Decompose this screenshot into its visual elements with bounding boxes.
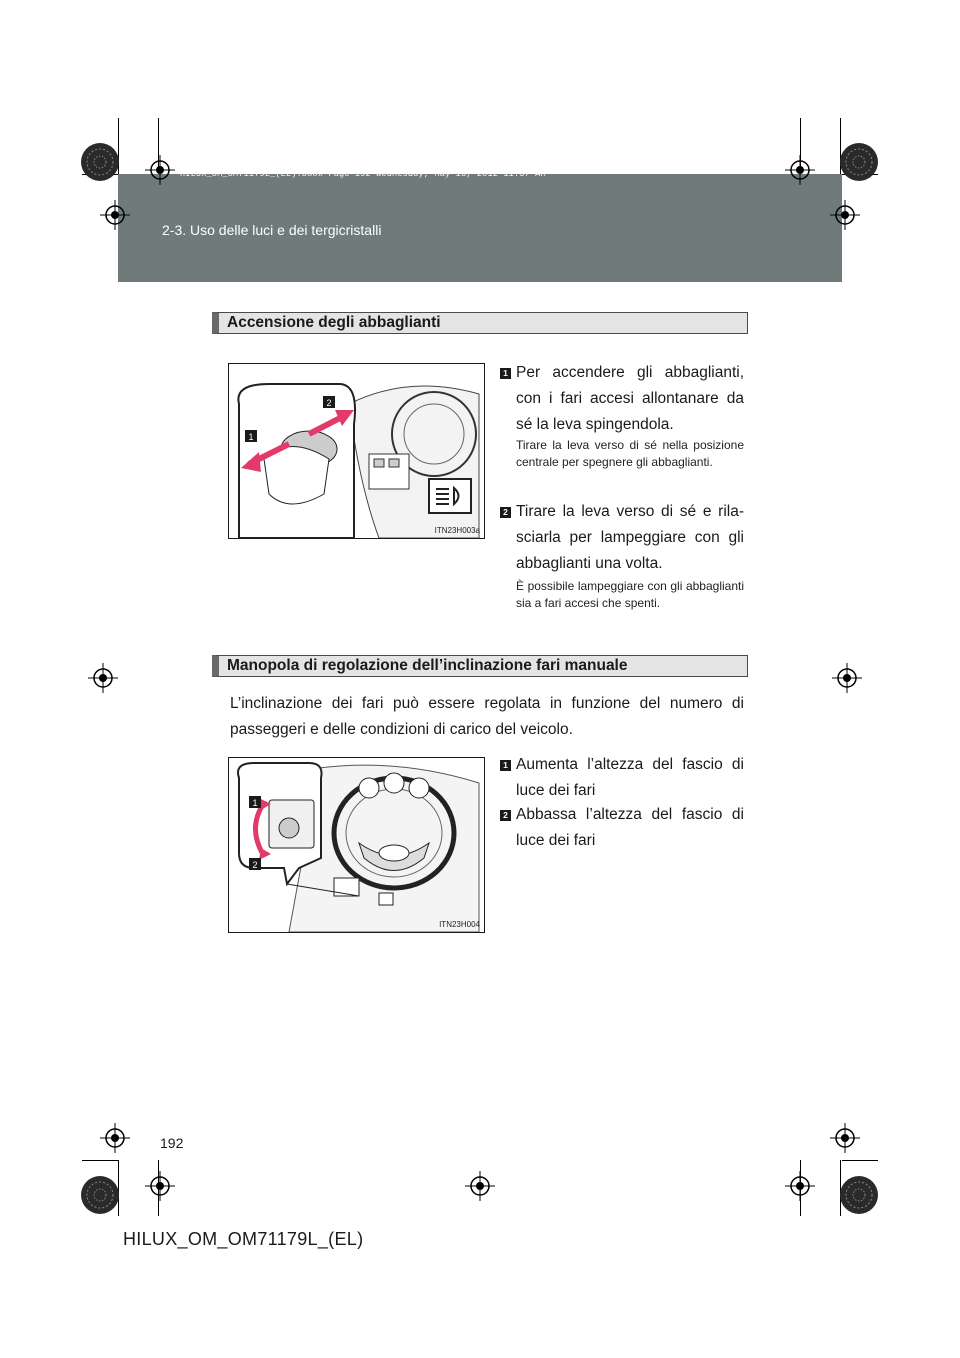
registration-mark-icon <box>100 1123 130 1153</box>
item-number-badge: 1 <box>500 760 511 771</box>
instruction-text: Tirare la leva verso di sé e rila-sciarla per lampeggiare con gli abbaglianti una volta. <box>516 503 744 572</box>
svg-text:2: 2 <box>326 398 332 408</box>
headlight-leveling-illustration <box>228 757 485 933</box>
registration-mark-icon <box>145 1171 175 1201</box>
document-code: HILUX_OM_OM71179L_(EL) <box>123 1229 364 1249</box>
registration-mark-icon <box>145 155 175 185</box>
book-stamp: HILUX_OM_OM71179L_(EL).book Page 192 Wednesday, May 16, 2012 11:37 AM <box>180 169 546 179</box>
figure-code: ITN23H003a <box>434 526 480 535</box>
item-number-badge: 2 <box>500 810 511 821</box>
crop-line <box>842 1160 878 1161</box>
lever-diagram-icon <box>229 364 484 538</box>
instruction-text: Per accendere gli abbaglianti, con i fari accesi allontanare da sé la leva spingendola. <box>516 364 744 433</box>
figure-code: ITN23H004 <box>439 920 480 929</box>
registration-mark-icon <box>830 200 860 230</box>
instruction-note: Tirare la leva verso di sé nella posizione centrale per spegnere gli abbaglianti. <box>516 438 744 469</box>
intro-paragraph: L’inclinazione dei fari può essere regolata in funzione del numero di passeggeri e delle condizioni di carico del veicolo. <box>230 695 744 738</box>
color-target-icon <box>80 1175 120 1215</box>
color-target-icon <box>839 1175 879 1215</box>
section-heading: Accensione degli abbaglianti <box>212 312 748 334</box>
registration-mark-icon <box>832 663 862 693</box>
registration-mark-icon <box>830 1123 860 1153</box>
instruction-text: Aumenta l’altezza del fascio di luce dei fari <box>516 756 744 799</box>
registration-mark-icon <box>88 663 118 693</box>
registration-mark-icon <box>100 200 130 230</box>
svg-text:1: 1 <box>248 432 254 442</box>
registration-mark-icon <box>785 1171 815 1201</box>
svg-text:1: 1 <box>252 798 258 808</box>
item-number-badge: 2 <box>500 507 511 518</box>
registration-mark-icon <box>465 1171 495 1201</box>
page-number: 192 <box>160 1135 184 1151</box>
item-number-badge: 1 <box>500 368 511 379</box>
instruction-note: È possibile lampeggiare con gli abbaglianti sia a fari accesi che spenti. <box>516 579 744 610</box>
high-beam-lever-illustration <box>228 363 485 539</box>
section-title: 2-3. Uso delle luci e dei tergicristalli <box>162 222 382 238</box>
color-target-icon <box>839 142 879 182</box>
dashboard-diagram-icon <box>229 758 484 932</box>
section-heading: Manopola di regolazione dell’inclinazione fari manuale <box>212 655 748 677</box>
registration-mark-icon <box>785 155 815 185</box>
instruction-text: Abbassa l’altezza del fascio di luce dei fari <box>516 806 744 849</box>
crop-line <box>82 1160 118 1161</box>
svg-text:2: 2 <box>252 860 258 870</box>
color-target-icon <box>80 142 120 182</box>
